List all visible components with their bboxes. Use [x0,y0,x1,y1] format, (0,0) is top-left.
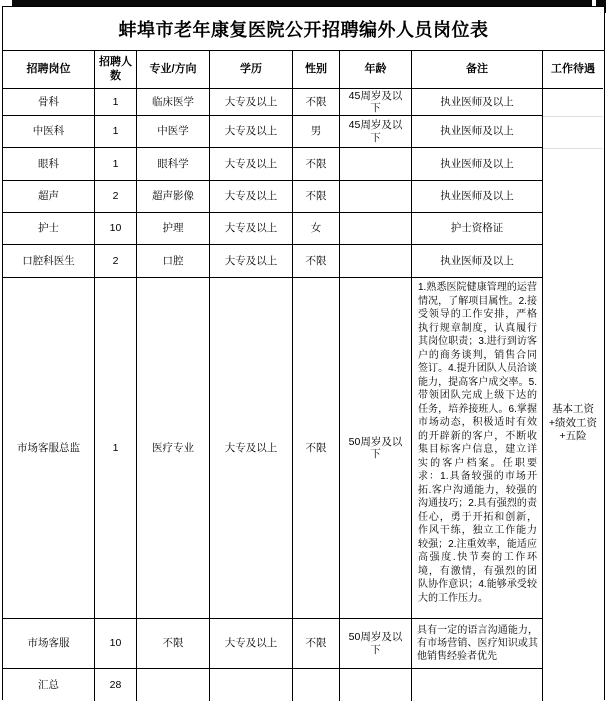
cell-gender: 不限 [293,181,340,213]
table-header-row [3,51,604,89]
cell-count: 1 [95,89,137,116]
header-major: 专业/方向 [137,51,210,89]
gridline-faint [543,148,603,149]
cell-post: 骨科 [3,89,95,116]
table-title-row [3,7,604,51]
cell-major: 不限 [137,619,210,669]
cell-age [340,619,412,669]
cell-major: 医疗专业 [137,278,210,619]
cell-count: 1 [95,116,137,148]
cell-major: 护理 [137,213,210,245]
cell-major: 眼科学 [137,148,210,181]
cell-major: 中医学 [137,116,210,148]
cell-age [340,278,412,619]
cell-note: 执业医师及以上 [412,116,543,148]
cell-post: 市场客服 [3,619,95,669]
treatment-merged-cell [543,89,603,701]
cell-note: 执业医师及以上 [412,89,543,116]
cell-post: 眼科 [3,148,95,181]
age-text: 45周岁及以下 [348,89,403,114]
cell-post: 汇总 [3,669,95,701]
age-text: 50周岁及以下 [348,435,403,460]
cell-note [412,669,543,701]
cell-count: 10 [95,619,137,669]
cell-degree: 大专及以上 [210,148,293,181]
cell-count: 2 [95,245,137,278]
cell-age [340,245,412,278]
header-note: 备注 [412,51,543,89]
cell-post: 市场客服总监 [3,278,95,619]
cell-age [340,669,412,701]
cell-post: 口腔科医生 [3,245,95,278]
cell-age [340,213,412,245]
cell-age [340,181,412,213]
cell-note: 执业医师及以上 [412,148,543,181]
cell-age [340,116,412,148]
cell-post: 超声 [3,181,95,213]
cell-gender: 男 [293,116,340,148]
page-title: 蚌埠市老年康复医院公开招聘编外人员岗位表 [118,19,489,40]
cell-count: 10 [95,213,137,245]
cell-gender: 不限 [293,619,340,669]
header-gender: 性别 [293,51,340,89]
cell-post: 护士 [3,213,95,245]
cell-degree [210,669,293,701]
cell-count: 2 [95,181,137,213]
header-degree: 学历 [210,51,293,89]
cell-degree: 大专及以上 [210,245,293,278]
header-age: 年龄 [340,51,412,89]
cell-count: 1 [95,278,137,619]
cell-degree: 大专及以上 [210,619,293,669]
recruitment-table [2,6,605,700]
header-treatment: 工作待遇 [543,51,603,89]
gridline-faint [543,116,603,117]
treatment-value: 基本工资+绩效工资+五险 [548,403,598,443]
cell-note-director [412,278,543,619]
note-text: 具有一定的语言沟通能力，有市场营销、医疗知识或其他销售经验者优先 [417,625,538,662]
cell-degree: 大专及以上 [210,89,293,116]
cell-degree: 大专及以上 [210,213,293,245]
cell-note: 执业医师及以上 [412,245,543,278]
header-count: 招聘人数 [95,51,137,89]
cell-degree: 大专及以上 [210,278,293,619]
cell-gender: 不限 [293,89,340,116]
cell-major: 临床医学 [137,89,210,116]
cell-major: 超声影像 [137,181,210,213]
cell-gender: 不限 [293,148,340,181]
note-text: 1.熟悉医院健康管理的运营情况，了解项目属性。2.接受领导的工作安排，严格执行规章制度，认真履行其岗位职责；3.进行到访客户的商务谈判，销售合同签订。4.提升团队人员洽谈能力，提高客户成交率。5.带领团队完成上级下达的任务，培养接班人。6.掌握市场动态，积极适时有效的开辟新的客户，不断收集目标客户信息，建立详实的客户档案。任职要求：1.具备较强的市场开拓.客户沟通能力，较强的沟通技巧；2.具有强烈的责任心，勇于开拓和创新，作风干练，独立工作能力较强；2.注重效率，能适应高强度.快节奏的工作环境，有激情，有强烈的团队协作意识；4.能够承受较大的工作压力。 [418,282,537,604]
cell-gender: 不限 [293,278,340,619]
cell-note-service [412,619,543,669]
cell-gender: 女 [293,213,340,245]
age-text: 45周岁及以下 [348,119,403,144]
cell-degree: 大专及以上 [210,181,293,213]
age-text: 50周岁及以下 [348,631,403,656]
cell-age [340,89,412,116]
cell-gender: 不限 [293,245,340,278]
table-body [3,89,604,701]
cell-post: 中医科 [3,116,95,148]
cell-count: 1 [95,148,137,181]
cell-major [137,669,210,701]
cell-major: 口腔 [137,245,210,278]
cell-gender [293,669,340,701]
cell-degree: 大专及以上 [210,116,293,148]
header-post: 招聘岗位 [3,51,95,89]
cell-note: 执业医师及以上 [412,181,543,213]
cell-note: 护士资格证 [412,213,543,245]
cell-count: 28 [95,669,137,701]
cell-age [340,148,412,181]
